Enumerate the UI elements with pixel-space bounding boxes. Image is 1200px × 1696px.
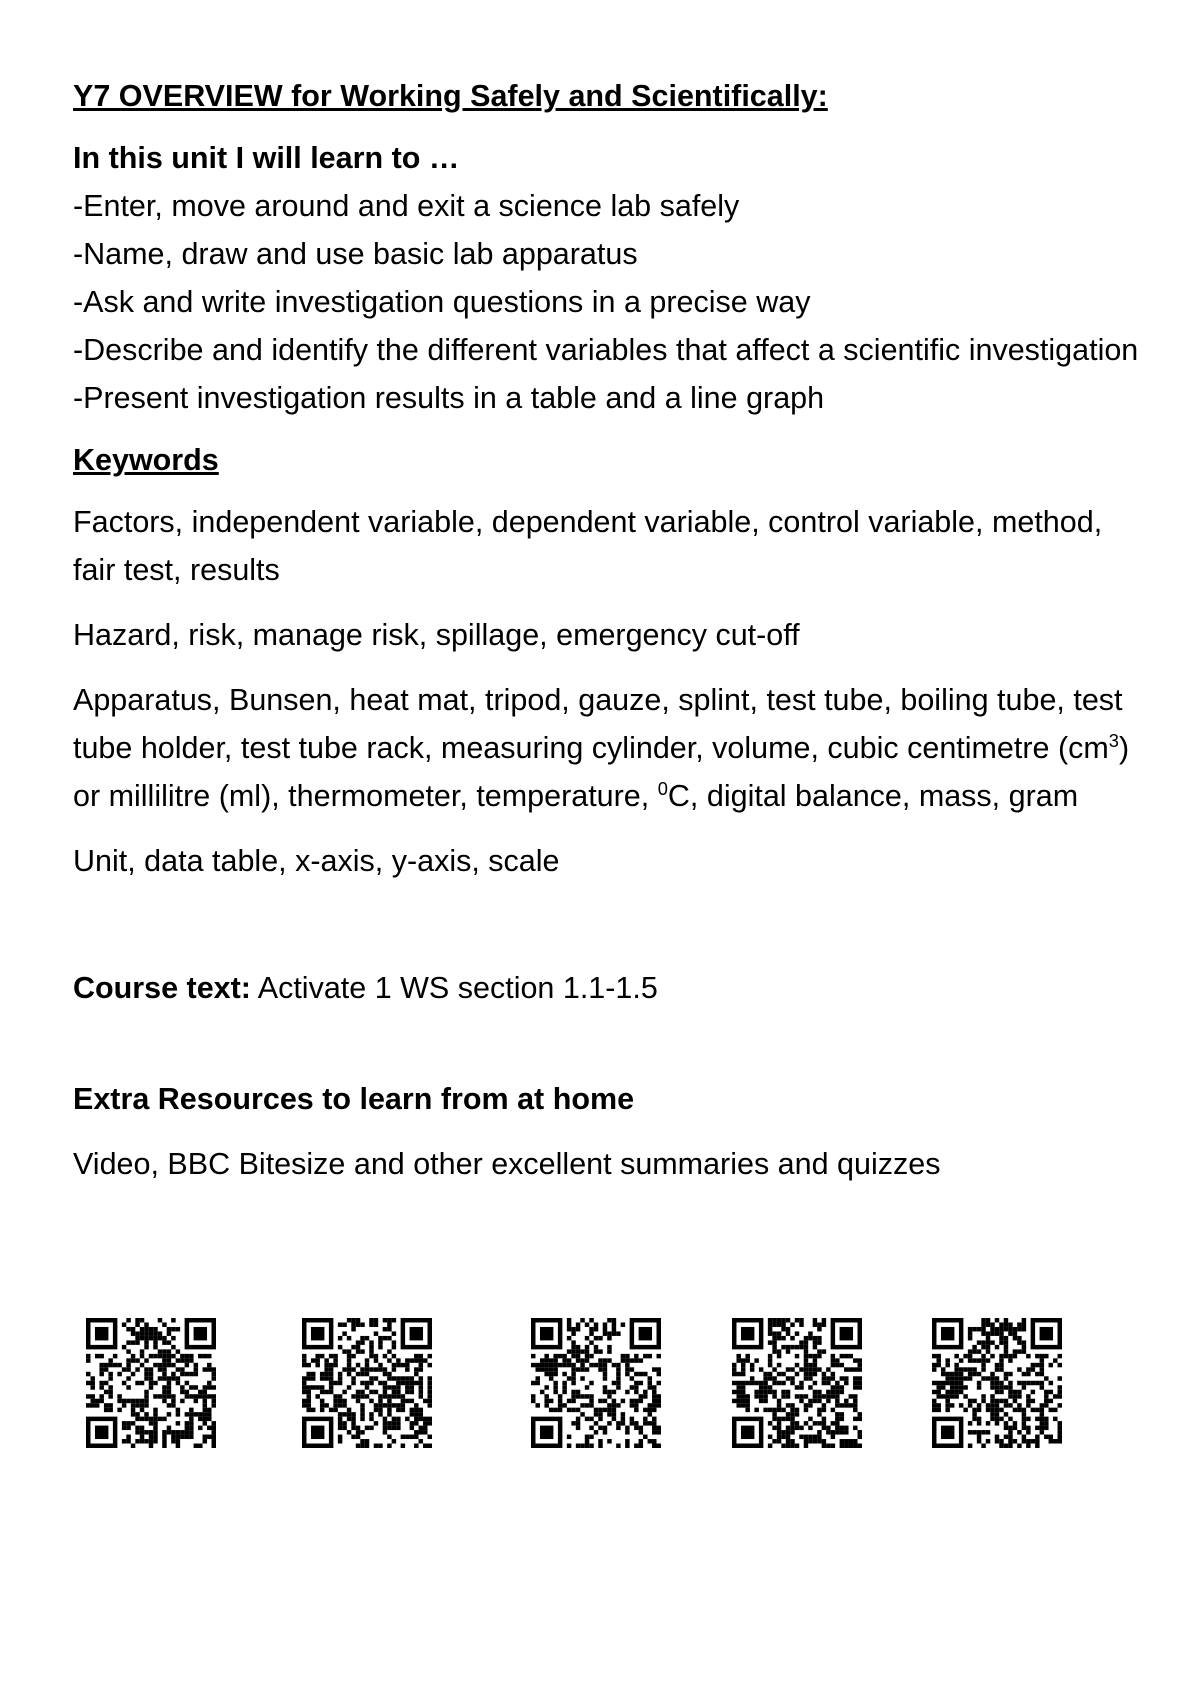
apparatus-text-c: C, digital balance, mass, gram xyxy=(667,779,1079,813)
superscript-0: 0 xyxy=(657,777,668,799)
extra-resources-heading: Extra Resources to learn from at home xyxy=(73,1082,635,1116)
superscript-3: 3 xyxy=(1108,729,1119,751)
qr-code-2-icon[interactable] xyxy=(302,1318,432,1448)
document-page xyxy=(73,72,1143,1188)
intro-heading: In this unit I will learn to … xyxy=(73,141,460,175)
objectives-list xyxy=(73,182,1143,422)
qr-code-5-icon[interactable] xyxy=(932,1318,1062,1448)
objective-item: -Name, draw and use basic lab apparatus xyxy=(73,237,638,271)
qr-code-3-icon[interactable] xyxy=(531,1318,661,1448)
objective-item: -Present investigation results in a table and a line graph xyxy=(73,381,825,415)
objective-item: -Describe and identify the different variables that affect a scientific investigation xyxy=(73,333,1139,367)
extra-resources-description: Video, BBC Bitesize and other excellent summaries and quizzes xyxy=(73,1147,941,1181)
keywords-paragraph-safety: Hazard, risk, manage risk, spillage, emergency cut-off xyxy=(73,618,800,652)
apparatus-text-a: Apparatus, Bunsen, heat mat, tripod, gauze, splint, test tube, boiling tube, test tube holder, test tube rack, measuring cylinder, volume, cubic centimetre (cm xyxy=(73,683,1123,765)
keywords-heading: Keywords xyxy=(73,443,219,477)
qr-code-1-icon[interactable] xyxy=(86,1318,216,1448)
keywords-paragraph-data: Unit, data table, x-axis, y-axis, scale xyxy=(73,844,560,878)
keywords-paragraph-investigation: Factors, independent variable, dependent variable, control variable, method, fair test, results xyxy=(73,505,1103,587)
objective-item: -Enter, move around and exit a science lab safely xyxy=(73,189,740,223)
course-text xyxy=(73,964,1143,1012)
page-title: Y7 OVERVIEW for Working Safely and Scientifically: xyxy=(73,79,828,113)
course-text-label: Course text: xyxy=(73,971,251,1005)
apparatus-text-b: ) or millilitre (ml), thermometer, temperature, xyxy=(73,731,1130,813)
course-text-value: Activate 1 WS section 1.1-1.5 xyxy=(250,971,658,1005)
keywords-paragraph-apparatus xyxy=(73,676,1143,820)
keywords-section xyxy=(73,498,1143,885)
qr-code-4-icon[interactable] xyxy=(732,1318,862,1448)
objective-item: -Ask and write investigation questions in a precise way xyxy=(73,285,811,319)
